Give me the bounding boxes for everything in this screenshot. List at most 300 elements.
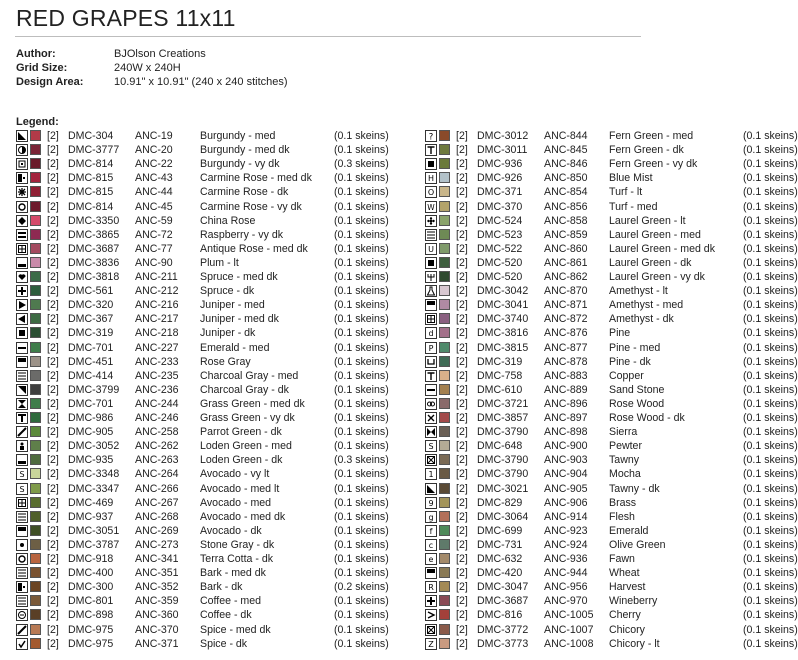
- dmc-code: DMC-975: [68, 637, 114, 650]
- stitch-symbol-icon: [425, 271, 437, 283]
- dmc-code: DMC-3740: [477, 313, 529, 326]
- dmc-code: DMC-936: [477, 158, 523, 171]
- anchor-code: ANC-212: [135, 285, 179, 298]
- anchor-code: ANC-216: [135, 299, 179, 312]
- stitch-symbol-icon: [425, 144, 437, 156]
- color-name: Amethyst - dk: [609, 313, 674, 326]
- skein-amount: (0.1 skeins): [743, 482, 798, 495]
- anchor-code: ANC-876: [544, 327, 588, 340]
- stitch-count: [2]: [456, 313, 468, 326]
- legend-row: [16, 143, 426, 157]
- stitch-count: [2]: [47, 285, 59, 298]
- anchor-code: ANC-900: [544, 440, 588, 453]
- stitch-count: [2]: [47, 595, 59, 608]
- legend-row: [16, 538, 426, 552]
- stitch-symbol-icon: [16, 412, 28, 424]
- stitch-count: [2]: [47, 538, 59, 551]
- color-swatch: [439, 370, 450, 381]
- legend-row: [16, 594, 426, 608]
- dmc-code: DMC-918: [68, 553, 114, 565]
- stitch-count: [2]: [456, 510, 468, 523]
- color-swatch: [30, 609, 41, 620]
- stitch-symbol-icon: [16, 553, 28, 565]
- color-swatch: [439, 158, 450, 169]
- skein-amount: (0.1 skeins): [743, 271, 798, 283]
- dmc-code: DMC-300: [68, 581, 114, 594]
- legend-row: [425, 383, 798, 397]
- dmc-code: DMC-3064: [477, 510, 529, 523]
- author-label: Author:: [16, 48, 56, 60]
- stitch-count: [2]: [47, 369, 59, 382]
- color-swatch: [30, 215, 41, 226]
- color-name: Spice - med dk: [200, 623, 271, 636]
- stitch-symbol-icon: [425, 468, 437, 480]
- dmc-code: DMC-561: [68, 285, 114, 298]
- anchor-code: ANC-861: [544, 256, 588, 269]
- anchor-code: ANC-20: [135, 144, 173, 157]
- anchor-code: ANC-897: [544, 412, 588, 424]
- anchor-code: ANC-845: [544, 144, 588, 157]
- color-name: Amethyst - med: [609, 299, 684, 312]
- skein-amount: (0.1 skeins): [334, 271, 389, 283]
- anchor-code: ANC-898: [544, 426, 588, 439]
- stitch-symbol-icon: [425, 285, 437, 297]
- stitch-count: [2]: [456, 341, 468, 354]
- color-name: Fawn: [609, 553, 635, 565]
- legend-row: [16, 312, 426, 326]
- stitch-symbol-icon: [16, 327, 28, 339]
- anchor-code: ANC-211: [135, 271, 178, 283]
- anchor-code: ANC-854: [544, 186, 588, 199]
- anchor-code: ANC-235: [135, 369, 179, 382]
- stitch-count: [2]: [47, 609, 59, 622]
- stitch-symbol-icon: [425, 581, 437, 593]
- skein-amount: (0.1 skeins): [334, 299, 389, 312]
- stitch-count: [2]: [47, 327, 59, 340]
- color-name: Tawny: [609, 454, 640, 467]
- anchor-code: ANC-936: [544, 553, 588, 565]
- stitch-symbol-icon: [425, 229, 437, 241]
- stitch-symbol-icon: [425, 299, 437, 311]
- color-name: Fern Green - med: [609, 130, 694, 142]
- dmc-code: DMC-3818: [68, 271, 120, 283]
- stitch-symbol-icon: [425, 539, 437, 551]
- legend-row: [16, 171, 426, 185]
- legend-heading: Legend:: [16, 116, 59, 128]
- stitch-symbol-icon: [425, 370, 437, 382]
- dmc-code: DMC-524: [477, 214, 523, 227]
- stitch-symbol-icon: [16, 483, 28, 495]
- anchor-code: ANC-263: [135, 454, 179, 467]
- legend-row: [425, 566, 798, 580]
- dmc-code: DMC-3687: [68, 242, 120, 255]
- skein-amount: (0.1 skeins): [743, 200, 798, 213]
- stitch-symbol-icon: [425, 440, 437, 452]
- color-name: Laurel Green - med dk: [609, 242, 715, 255]
- anchor-code: ANC-1008: [544, 637, 594, 650]
- anchor-code: ANC-77: [135, 242, 173, 255]
- color-swatch: [30, 567, 41, 578]
- page-title: RED GRAPES 11x11: [16, 5, 236, 31]
- anchor-code: ANC-878: [544, 355, 588, 368]
- skein-amount: (0.1 skeins): [334, 200, 389, 213]
- anchor-code: ANC-233: [135, 355, 179, 368]
- dmc-code: DMC-469: [68, 496, 114, 509]
- color-swatch: [30, 158, 41, 169]
- anchor-code: ANC-352: [135, 581, 179, 594]
- anchor-code: ANC-269: [135, 524, 179, 537]
- stitch-symbol-icon: [16, 384, 28, 396]
- skein-amount: (0.3 skeins): [334, 158, 389, 171]
- color-name: Olive Green: [609, 538, 666, 551]
- dmc-code: DMC-648: [477, 440, 523, 453]
- anchor-code: ANC-862: [544, 271, 588, 283]
- anchor-code: ANC-870: [544, 285, 588, 298]
- svg-text:f: f: [429, 526, 433, 536]
- color-name: Raspberry - vy dk: [200, 228, 284, 241]
- svg-text:P: P: [428, 343, 434, 353]
- skein-amount: (0.1 skeins): [334, 369, 389, 382]
- skein-amount: (0.1 skeins): [334, 510, 389, 523]
- legend-row: [425, 242, 798, 256]
- stitch-count: [2]: [47, 186, 59, 199]
- color-name: China Rose: [200, 214, 256, 227]
- color-swatch: [439, 172, 450, 183]
- color-swatch: [30, 497, 41, 508]
- anchor-code: ANC-370: [135, 623, 179, 636]
- stitch-symbol-icon: [16, 285, 28, 297]
- stitch-symbol-icon: [16, 624, 28, 636]
- color-name: Mocha: [609, 468, 641, 481]
- stitch-count: [2]: [456, 200, 468, 213]
- stitch-symbol-icon: [425, 186, 437, 198]
- color-name: Antique Rose - med dk: [200, 242, 308, 255]
- color-name: Charcoal Gray - med: [200, 369, 299, 382]
- stitch-count: [2]: [47, 553, 59, 565]
- color-swatch: [30, 581, 41, 592]
- skein-amount: (0.1 skeins): [743, 369, 798, 382]
- color-name: Emerald - med: [200, 341, 270, 354]
- legend-row: [425, 256, 798, 270]
- skein-amount: (0.1 skeins): [743, 510, 798, 523]
- color-name: Bark - med dk: [200, 567, 266, 580]
- color-name: Fern Green - dk: [609, 144, 684, 157]
- dmc-code: DMC-3799: [68, 383, 120, 396]
- skein-amount: (0.1 skeins): [743, 468, 798, 481]
- svg-text:U: U: [428, 244, 434, 254]
- anchor-code: ANC-858: [544, 214, 588, 227]
- dmc-code: DMC-3836: [68, 256, 120, 269]
- color-name: Wineberry: [609, 595, 658, 608]
- color-swatch: [439, 468, 450, 479]
- dmc-code: DMC-520: [477, 256, 523, 269]
- color-swatch: [439, 229, 450, 240]
- dmc-code: DMC-523: [477, 228, 523, 241]
- legend-row: [16, 411, 426, 425]
- stitch-symbol-icon: [16, 595, 28, 607]
- color-name: Loden Green - dk: [200, 454, 283, 467]
- color-swatch: [30, 483, 41, 494]
- stitch-symbol-icon: [425, 609, 437, 621]
- legend-row: [16, 425, 426, 439]
- dmc-code: DMC-701: [68, 397, 114, 410]
- dmc-code: DMC-814: [68, 158, 114, 171]
- color-swatch: [30, 412, 41, 423]
- legend-row: [425, 411, 798, 425]
- stitch-count: [2]: [47, 440, 59, 453]
- color-name: Terra Cotta - dk: [200, 553, 274, 565]
- anchor-code: ANC-236: [135, 383, 179, 396]
- color-swatch: [439, 440, 450, 451]
- stitch-count: [2]: [47, 299, 59, 312]
- dmc-code: DMC-3350: [68, 214, 120, 227]
- skein-amount: (0.1 skeins): [334, 214, 389, 227]
- stitch-symbol-icon: [16, 130, 28, 142]
- anchor-code: ANC-19: [135, 130, 173, 142]
- anchor-code: ANC-217: [135, 313, 179, 326]
- skein-amount: (0.1 skeins): [743, 412, 798, 424]
- stitch-count: [2]: [47, 256, 59, 269]
- svg-text:e: e: [428, 555, 434, 565]
- legend-row: [16, 453, 426, 467]
- design-area-label: Design Area:: [16, 76, 84, 88]
- anchor-code: ANC-360: [135, 609, 179, 622]
- legend-row: [16, 566, 426, 580]
- dmc-code: DMC-801: [68, 595, 114, 608]
- color-swatch: [30, 313, 41, 324]
- anchor-code: ANC-924: [544, 538, 588, 551]
- stitch-count: [2]: [47, 158, 59, 171]
- stitch-symbol-icon: [425, 511, 437, 523]
- color-swatch: [30, 130, 41, 141]
- dmc-code: DMC-3857: [477, 412, 529, 424]
- color-swatch: [439, 130, 450, 141]
- skein-amount: (0.1 skeins): [743, 496, 798, 509]
- stitch-count: [2]: [47, 228, 59, 241]
- legend-row: [425, 439, 798, 453]
- svg-text:S: S: [19, 470, 25, 480]
- anchor-code: ANC-218: [135, 327, 179, 340]
- stitch-symbol-icon: [16, 468, 28, 480]
- color-name: Pine - med: [609, 341, 661, 354]
- stitch-count: [2]: [456, 383, 468, 396]
- color-swatch: [30, 454, 41, 465]
- color-swatch: [439, 624, 450, 635]
- color-name: Burgundy - vy dk: [200, 158, 280, 171]
- stitch-symbol-icon: [425, 454, 437, 466]
- legend-row: [16, 552, 426, 566]
- title-divider: [15, 36, 641, 37]
- skein-amount: (0.1 skeins): [743, 397, 798, 410]
- color-name: Rose Gray: [200, 355, 251, 368]
- dmc-code: DMC-701: [68, 341, 114, 354]
- legend-row: [425, 284, 798, 298]
- skein-amount: (0.1 skeins): [743, 524, 798, 537]
- stitch-count: [2]: [47, 637, 59, 650]
- stitch-count: [2]: [456, 158, 468, 171]
- anchor-code: ANC-923: [544, 524, 588, 537]
- stitch-symbol-icon: [16, 313, 28, 325]
- svg-text:Z: Z: [428, 639, 434, 649]
- color-name: Tawny - dk: [609, 482, 660, 495]
- stitch-symbol-icon: [425, 356, 437, 368]
- legend-row: [425, 171, 798, 185]
- anchor-code: ANC-883: [544, 369, 588, 382]
- color-swatch: [439, 384, 450, 395]
- skein-amount: (0.1 skeins): [743, 426, 798, 439]
- skein-amount: (0.1 skeins): [334, 609, 389, 622]
- legend-row: [425, 482, 798, 496]
- color-swatch: [439, 497, 450, 508]
- svg-text:?: ?: [428, 132, 434, 143]
- legend-row: [425, 157, 798, 171]
- stitch-symbol-icon: [16, 342, 28, 354]
- legend-row: [16, 256, 426, 270]
- anchor-code: ANC-341: [135, 553, 179, 565]
- dmc-code: DMC-3042: [477, 285, 529, 298]
- legend-row: [425, 185, 798, 199]
- skein-amount: (0.1 skeins): [334, 144, 389, 157]
- dmc-code: DMC-905: [68, 426, 114, 439]
- stitch-count: [2]: [456, 482, 468, 495]
- color-name: Coffee - med: [200, 595, 262, 608]
- anchor-code: ANC-22: [135, 158, 173, 171]
- stitch-symbol-icon: [425, 497, 437, 509]
- stitch-count: [2]: [456, 256, 468, 269]
- skein-amount: (0.1 skeins): [743, 581, 798, 594]
- color-name: Turf - lt: [609, 186, 643, 199]
- dmc-code: DMC-815: [68, 186, 114, 199]
- dmc-code: DMC-320: [68, 299, 114, 312]
- color-name: Wheat: [609, 567, 640, 580]
- skein-amount: (0.1 skeins): [334, 567, 389, 580]
- color-name: Rose Wood: [609, 397, 665, 410]
- skein-amount: (0.1 skeins): [334, 637, 389, 650]
- skein-amount: (0.1 skeins): [743, 144, 798, 157]
- dmc-code: DMC-304: [68, 130, 114, 142]
- stitch-symbol-icon: [425, 172, 437, 184]
- skein-amount: (0.1 skeins): [743, 637, 798, 650]
- skein-amount: (0.1 skeins): [743, 355, 798, 368]
- dmc-code: DMC-319: [68, 327, 114, 340]
- anchor-code: ANC-970: [544, 595, 588, 608]
- stitch-symbol-icon: [16, 525, 28, 537]
- color-name: Carmine Rose - med dk: [200, 172, 312, 185]
- stitch-count: [2]: [456, 538, 468, 551]
- color-name: Rose Wood - dk: [609, 412, 685, 424]
- legend-row: [16, 129, 426, 143]
- color-name: Spruce - med dk: [200, 271, 278, 283]
- color-swatch: [439, 313, 450, 324]
- skein-amount: (0.3 skeins): [334, 454, 389, 467]
- color-swatch: [439, 201, 450, 212]
- stitch-count: [2]: [456, 454, 468, 467]
- anchor-code: ANC-904: [544, 468, 588, 481]
- legend-row: [16, 242, 426, 256]
- anchor-code: ANC-844: [544, 130, 588, 142]
- dmc-code: DMC-522: [477, 242, 523, 255]
- color-swatch: [30, 468, 41, 479]
- legend-row: [425, 298, 798, 312]
- color-name: Spice - dk: [200, 637, 248, 650]
- stitch-count: [2]: [456, 327, 468, 340]
- skein-amount: (0.1 skeins): [743, 341, 798, 354]
- stitch-symbol-icon: [16, 398, 28, 410]
- dmc-code: DMC-3777: [68, 144, 120, 157]
- skein-amount: (0.1 skeins): [334, 383, 389, 396]
- color-swatch: [439, 243, 450, 254]
- dmc-code: DMC-3041: [477, 299, 529, 312]
- legend-row: [425, 453, 798, 467]
- color-name: Flesh: [609, 510, 635, 523]
- stitch-count: [2]: [47, 468, 59, 481]
- color-swatch: [30, 539, 41, 550]
- skein-amount: (0.1 skeins): [743, 242, 798, 255]
- stitch-symbol-icon: [16, 271, 28, 283]
- color-name: Burgundy - med: [200, 130, 276, 142]
- legend-row: [425, 538, 798, 552]
- legend-row: [16, 298, 426, 312]
- stitch-count: [2]: [47, 567, 59, 580]
- stitch-count: [2]: [456, 440, 468, 453]
- anchor-code: ANC-1007: [544, 623, 594, 636]
- color-name: Chicory - lt: [609, 637, 660, 650]
- color-swatch: [439, 215, 450, 226]
- skein-amount: (0.1 skeins): [334, 130, 389, 142]
- svg-text:c: c: [428, 541, 434, 551]
- svg-text:O: O: [427, 188, 435, 198]
- color-swatch: [439, 412, 450, 423]
- skein-amount: (0.1 skeins): [743, 595, 798, 608]
- color-swatch: [30, 398, 41, 409]
- grid-size-value: 240W x 240H: [114, 62, 181, 74]
- legend-row: [425, 580, 798, 594]
- color-name: Laurel Green - vy dk: [609, 271, 705, 283]
- anchor-code: ANC-258: [135, 426, 179, 439]
- stitch-count: [2]: [456, 426, 468, 439]
- stitch-symbol-icon: [16, 567, 28, 579]
- skein-amount: (0.1 skeins): [743, 158, 798, 171]
- color-swatch: [439, 299, 450, 310]
- stitch-symbol-icon: [16, 172, 28, 184]
- color-swatch: [30, 299, 41, 310]
- color-name: Charcoal Gray - dk: [200, 383, 289, 396]
- skein-amount: (0.1 skeins): [334, 397, 389, 410]
- skein-amount: (0.1 skeins): [743, 553, 798, 565]
- stitch-symbol-icon: [425, 624, 437, 636]
- skein-amount: (0.1 skeins): [743, 256, 798, 269]
- stitch-count: [2]: [456, 130, 468, 142]
- color-swatch: [439, 525, 450, 536]
- stitch-symbol-icon: [425, 215, 437, 227]
- stitch-count: [2]: [47, 412, 59, 424]
- dmc-code: DMC-731: [477, 538, 523, 551]
- dmc-code: DMC-3790: [477, 426, 529, 439]
- stitch-count: [2]: [456, 496, 468, 509]
- legend-row: [425, 594, 798, 608]
- stitch-count: [2]: [47, 482, 59, 495]
- anchor-code: ANC-266: [135, 482, 179, 495]
- stitch-count: [2]: [47, 200, 59, 213]
- stitch-symbol-icon: [16, 186, 28, 198]
- stitch-symbol-icon: [425, 313, 437, 325]
- skein-amount: (0.1 skeins): [334, 256, 389, 269]
- skein-amount: (0.1 skeins): [743, 186, 798, 199]
- stitch-count: [2]: [47, 355, 59, 368]
- stitch-count: [2]: [47, 313, 59, 326]
- color-swatch: [30, 285, 41, 296]
- legend-row: [425, 637, 798, 651]
